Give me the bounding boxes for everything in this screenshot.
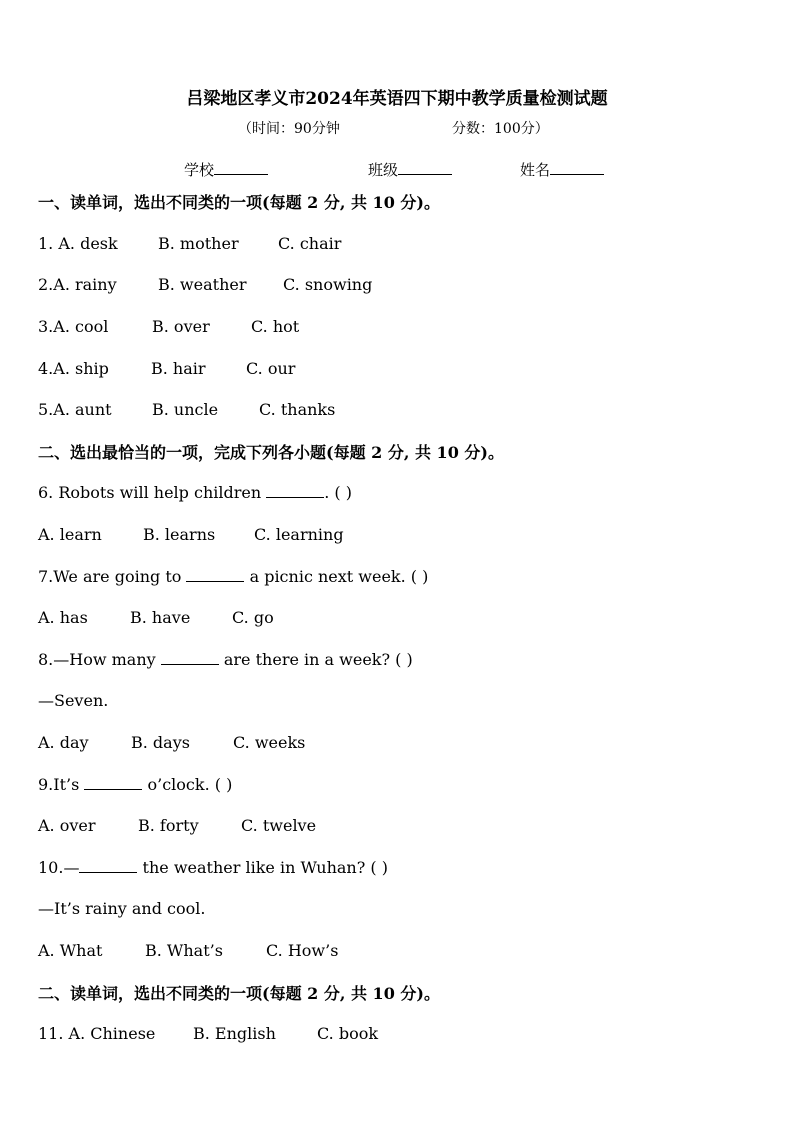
question-6-option-b: B. learns (143, 525, 216, 544)
section-heading-3: 二、读单词，选出不同类的一项(每题 2 分, 共 10 分)。 (38, 984, 440, 1003)
question-10-stem (38, 858, 388, 877)
question-7-option-b: B. have (130, 608, 191, 627)
question-2-option-b: B. weather (158, 275, 247, 294)
school-blank (214, 160, 268, 175)
class-label: 班级 (368, 161, 399, 179)
answer-blank (186, 567, 244, 582)
question-8-stem (38, 650, 413, 669)
page-title: 吕梁地区孝义市2024年英语四下期中教学质量检测试题 (186, 89, 608, 109)
question-9-text-before: 9.It’s (38, 775, 85, 794)
question-8-option-c: C. weeks (233, 733, 306, 752)
question-11-option-c: C. book (317, 1024, 379, 1043)
name-field (520, 159, 604, 180)
answer-blank (79, 858, 137, 873)
section-heading-2: 二、选出最恰当的一项，完成下列各小题(每题 2 分, 共 10 分)。 (38, 443, 504, 462)
question-6-option-a: A. learn (38, 525, 102, 544)
question-1-option-b: B. mother (158, 234, 239, 253)
question-3-option-b: B. over (152, 317, 210, 336)
question-8-option-b: B. days (131, 733, 190, 752)
exam-time: （时间：90分钟 (238, 121, 340, 137)
question-1-option-a: 1. A. desk (38, 234, 118, 253)
question-10-option-c: C. How’s (266, 941, 339, 960)
question-8-text-after: are there in a week? ( ) (218, 650, 413, 669)
question-7-option-a: A. has (38, 608, 88, 627)
question-6-stem (38, 483, 352, 502)
question-3-option-a: 3.A. cool (38, 317, 109, 336)
question-3-option-c: C. hot (251, 317, 300, 336)
question-10-option-b: B. What’s (145, 941, 223, 960)
answer-blank (84, 775, 142, 790)
school-field (184, 159, 268, 180)
exam-score: 分数：100分） (452, 121, 549, 137)
question-9-option-c: C. twelve (241, 816, 317, 835)
question-2-option-a: 2.A. rainy (38, 275, 117, 294)
school-label: 学校 (184, 161, 215, 179)
question-2-option-c: C. snowing (283, 275, 373, 294)
question-10-text-after: the weather like in Wuhan? ( ) (137, 858, 388, 877)
name-blank (550, 160, 604, 175)
question-9-stem (38, 775, 232, 794)
name-label: 姓名 (520, 161, 551, 179)
question-7-text-after: a picnic next week. ( ) (244, 567, 429, 586)
question-5-option-b: B. uncle (152, 400, 219, 419)
question-6-text-after: . ( ) (324, 483, 352, 502)
question-8-option-a: A. day (38, 733, 89, 752)
question-11-option-a: 11. A. Chinese (38, 1024, 156, 1043)
question-4-option-a: 4.A. ship (38, 359, 109, 378)
question-4-option-b: B. hair (151, 359, 206, 378)
question-9-text-after: o’clock. ( ) (142, 775, 233, 794)
question-10-text-before: 10.— (38, 858, 80, 877)
question-11-option-b: B. English (193, 1024, 276, 1043)
question-10-option-a: A. What (38, 941, 103, 960)
class-blank (398, 160, 452, 175)
question-9-option-b: B. forty (138, 816, 199, 835)
section-heading-1: 一、读单词，选出不同类的一项(每题 2 分, 共 10 分)。 (38, 193, 440, 212)
answer-blank (266, 483, 324, 498)
question-9-option-a: A. over (38, 816, 96, 835)
question-6-option-c: C. learning (254, 525, 344, 544)
question-6-text-before: 6. Robots will help children (38, 483, 267, 502)
question-4-option-c: C. our (246, 359, 296, 378)
question-8-answer-line: —Seven. (38, 691, 109, 710)
class-field (368, 159, 452, 180)
answer-blank (161, 650, 219, 665)
question-5-option-a: 5.A. aunt (38, 400, 112, 419)
question-10-answer-line: —It’s rainy and cool. (38, 899, 206, 918)
question-5-option-c: C. thanks (259, 400, 336, 419)
question-7-option-c: C. go (232, 608, 274, 627)
question-1-option-c: C. chair (278, 234, 342, 253)
question-7-text-before: 7.We are going to (38, 567, 187, 586)
question-7-stem (38, 567, 428, 586)
question-8-text-before: 8.—How many (38, 650, 161, 669)
